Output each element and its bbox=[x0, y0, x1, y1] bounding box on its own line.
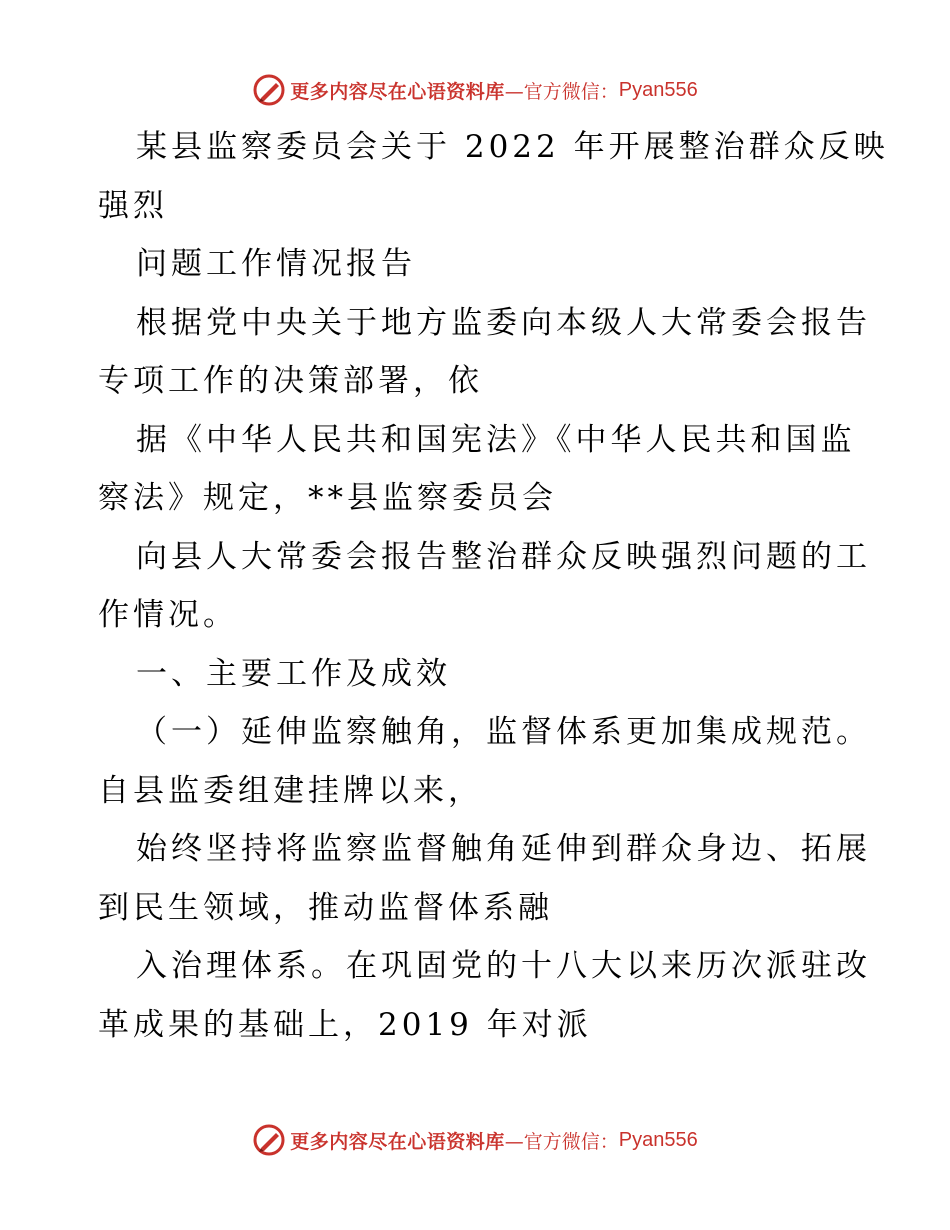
document-body bbox=[98, 118, 889, 1054]
text-line: 问题工作情况报告 bbox=[136, 246, 416, 282]
text-line: 自县监委组建挂牌以来， bbox=[98, 772, 483, 809]
text-line: 专项工作的决策部署，依 bbox=[98, 363, 483, 399]
text-line: 入治理体系。在巩固党的十八大以来历次派驻改 bbox=[136, 948, 871, 984]
text-line: 根据党中央关于地方监委向本级人大常委会报告 bbox=[136, 304, 871, 341]
watermark-main-text: 更多内容尽在心语资料库 bbox=[290, 80, 505, 103]
text-line: 革成果的基础上，2019 年对派 bbox=[98, 1006, 592, 1043]
text-line: （一）延伸监察触角，监督体系更加集成规范。 bbox=[136, 714, 871, 750]
watermark-sub-text: —官方微信： bbox=[504, 80, 619, 103]
watermark-id-text: Pyan556 bbox=[618, 78, 698, 101]
text-line: 一、主要工作及成效 bbox=[136, 655, 451, 692]
watermark-id-text: Pyan556 bbox=[618, 1128, 698, 1151]
pen-logo-icon bbox=[252, 73, 286, 107]
text-line: 据《中华人民共和国宪法》《中华人民共和国监 bbox=[136, 421, 856, 458]
text-line: 始终坚持将监察监督触角延伸到群众身边、拓展 bbox=[136, 831, 871, 867]
watermark-footer bbox=[0, 1120, 950, 1160]
text-line: 向县人大常委会报告整治群众反映强烈问题的工 bbox=[136, 538, 871, 575]
watermark-header bbox=[0, 70, 950, 110]
pen-logo-icon bbox=[252, 1123, 286, 1157]
text-line: 察法》规定，**县监察委员会 bbox=[98, 480, 557, 516]
text-line: 作情况。 bbox=[98, 597, 238, 633]
text-line: 某县监察委员会关于 2022 年开展整治群众反映 bbox=[136, 129, 889, 165]
watermark-main-text: 更多内容尽在心语资料库 bbox=[290, 1130, 505, 1153]
text-line: 到民生领域，推动监督体系融 bbox=[98, 889, 553, 926]
watermark-sub-text: —官方微信： bbox=[504, 1130, 619, 1153]
text-line: 强烈 bbox=[98, 187, 168, 224]
